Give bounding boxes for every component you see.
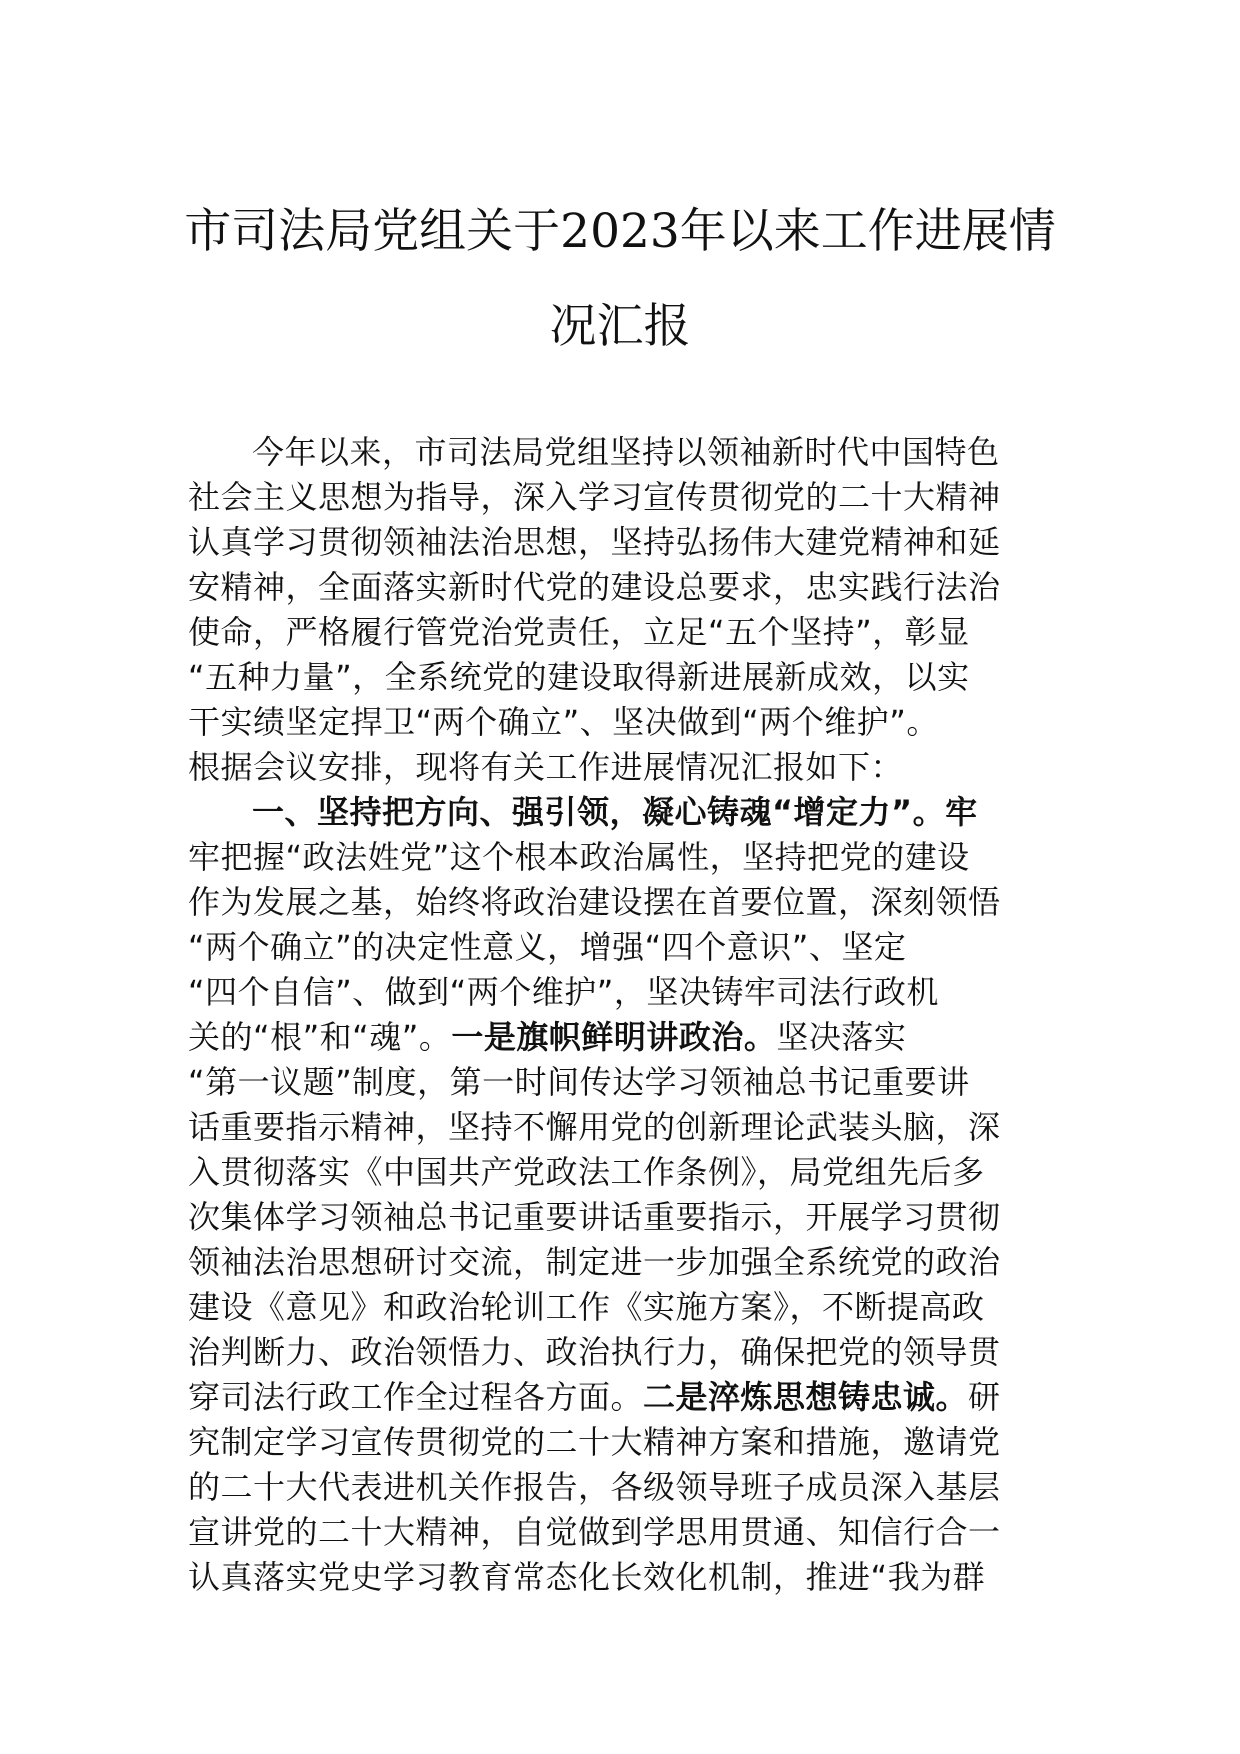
body-line: 认真落实党史学习教育常态化长效化机制，推进“我为群 [188,1558,986,1596]
body-line: 牢把握“政法姓党”这个根本政治属性，坚持把党的建设 [188,838,970,876]
body-line: 使命，严格履行管党治党责任，立足“五个坚持”，彰显 [188,613,970,651]
document-title [150,184,1090,374]
body-line: 话重要指示精神，坚持不懈用党的创新理论武装头脑，深 [188,1108,1001,1146]
body-line: 根据会议安排，现将有关工作进展情况汇报如下： [188,748,904,786]
body-line: “四个自信”、做到“两个维护”，坚决铸牢司法行政机 [188,973,939,1011]
body-text: 研 [968,1378,1001,1416]
body-line: 入贯彻落实《中国共产党政法工作条例》，局党组先后多 [188,1153,985,1191]
subheading-1: 一是旗帜鲜明讲政治。 [451,1018,777,1056]
body-line: “第一议题”制度，第一时间传达学习领袖总书记重要讲 [188,1063,970,1101]
body-line: 究制定学习宣传贯彻党的二十大精神方案和措施，邀请党 [188,1423,1001,1461]
body-line: 的二十大代表进机关作报告，各级领导班子成员深入基层 [188,1468,1001,1506]
subheading-2: 二是淬炼思想铸忠诚。 [643,1378,969,1416]
title-line-2: 况汇报 [549,299,691,354]
body-line: “两个确立”的决定性意义，增强“四个意识”、坚定 [188,928,907,966]
body-line: 建设《意见》和政治轮训工作《实施方案》，不断提高政 [188,1288,985,1326]
body-line-mixed [188,1375,1060,1420]
body-line: 宣讲党的二十大精神，自觉做到学思用贯通、知信行合一 [188,1513,1001,1551]
document-body [188,430,1060,1600]
body-line: “五种力量”，全系统党的建设取得新进展新成效，以实 [188,658,970,696]
body-line: 社会主义思想为指导，深入学习宣传贯彻党的二十大精神 [188,478,1001,516]
body-line: 作为发展之基，始终将政治建设摆在首要位置，深刻领悟 [188,883,1001,921]
body-line: 认真学习贯彻领袖法治思想，坚持弘扬伟大建党精神和延 [188,523,1001,561]
body-text: 关的“根”和“魂”。 [188,1018,452,1056]
section-heading-1: 一、坚持把方向、强引领，凝心铸魂“增定力”。牢 [252,793,978,831]
body-line: 领袖法治思想研讨交流，制定进一步加强全系统党的政治 [188,1243,1001,1281]
body-line: 今年以来，市司法局党组坚持以领袖新时代中国特色 [252,433,1000,471]
body-line: 干实绩坚定捍卫“两个确立”、坚决做到“两个维护”。 [188,703,939,741]
body-text: 坚决落实 [776,1018,907,1056]
body-line: 治判断力、政治领悟力、政治执行力，确保把党的领导贯 [188,1333,1001,1371]
body-line: 次集体学习领袖总书记重要讲话重要指示，开展学习贯彻 [188,1198,1001,1236]
body-text: 穿司法行政工作全过程各方面。 [188,1378,644,1416]
title-line-1: 市司法局党组关于2023年以来工作进展情 [184,204,1056,259]
body-line: 安精神，全面落实新时代党的建设总要求，忠实践行法治 [188,568,1001,606]
body-line-mixed [188,1015,1060,1060]
